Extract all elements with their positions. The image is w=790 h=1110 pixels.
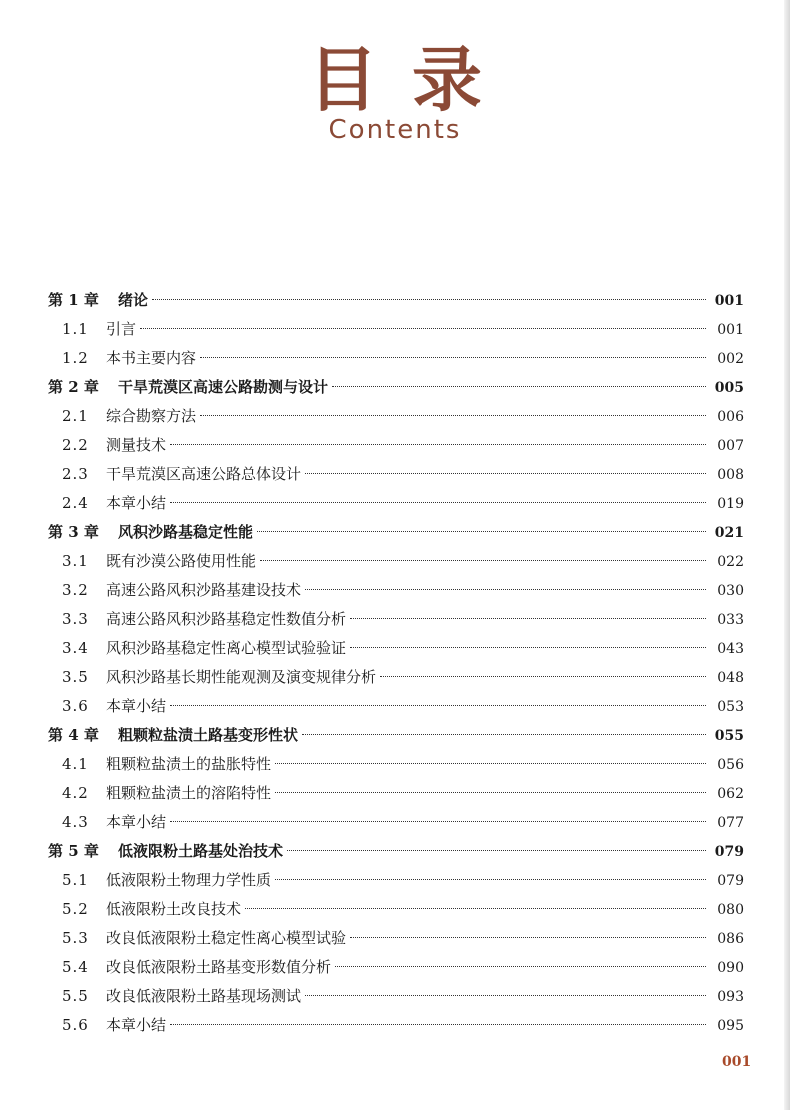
dot-leader — [170, 444, 706, 445]
page-number: 001 — [722, 1054, 752, 1070]
toc-section-entry[interactable] — [48, 779, 744, 808]
toc-entry-title: 本章小结 — [106, 697, 167, 715]
toc-entry-number: 2.4 — [62, 494, 89, 512]
dot-leader — [200, 357, 706, 358]
toc-entry-title: 高速公路风积沙路基建设技术 — [106, 581, 302, 599]
dot-leader — [350, 618, 706, 619]
toc-entry-page: 033 — [717, 612, 744, 628]
toc-entry-page: 086 — [717, 931, 744, 947]
toc-entry-number: 第 2 章 — [48, 378, 99, 396]
toc-entry-title: 本章小结 — [106, 494, 167, 512]
toc-entry-page: 055 — [714, 728, 744, 744]
toc-entry-page: 019 — [717, 496, 744, 512]
toc-entry-page: 079 — [717, 873, 744, 889]
toc-entry-number: 1.2 — [62, 349, 89, 367]
dot-leader — [335, 966, 706, 967]
toc-entry-title: 本书主要内容 — [106, 349, 197, 367]
toc-entry-number: 5.4 — [62, 958, 89, 976]
toc-entry-page: 080 — [717, 902, 744, 918]
toc-entry-title: 干旱荒漠区高速公路总体设计 — [106, 465, 302, 483]
toc-entry-page: 043 — [717, 641, 744, 657]
dot-leader — [260, 560, 706, 561]
dot-leader — [275, 879, 706, 880]
toc-section-entry[interactable] — [48, 431, 744, 460]
toc-chapter-entry[interactable] — [48, 518, 744, 547]
toc-entry-title: 绪论 — [118, 291, 149, 309]
toc-section-entry[interactable] — [48, 634, 744, 663]
toc-entry-page: 002 — [717, 351, 744, 367]
toc-section-entry[interactable] — [48, 953, 744, 982]
toc-entry-title: 干旱荒漠区高速公路勘测与设计 — [118, 378, 329, 396]
toc-entry-number: 第 1 章 — [48, 291, 99, 309]
toc-entry-title: 低液限粉土物理力学性质 — [106, 871, 272, 889]
toc-entry-title: 引言 — [106, 320, 137, 338]
toc-entry-number: 3.5 — [62, 668, 89, 686]
toc-entry-page: 001 — [714, 293, 744, 309]
dot-leader — [170, 705, 706, 706]
dot-leader — [170, 502, 706, 503]
toc-entry-number: 1.1 — [62, 320, 89, 338]
dot-leader — [305, 589, 706, 590]
toc-entry-number: 2.1 — [62, 407, 89, 425]
dot-leader — [152, 299, 706, 300]
toc-entry-page: 021 — [714, 525, 744, 541]
page-edge-shadow — [784, 0, 790, 1110]
toc-section-entry[interactable] — [48, 808, 744, 837]
toc-section-entry[interactable] — [48, 866, 744, 895]
toc-chapter-entry[interactable] — [48, 286, 744, 315]
toc-section-entry[interactable] — [48, 576, 744, 605]
dot-leader — [245, 908, 706, 909]
toc-entry-number: 第 5 章 — [48, 842, 99, 860]
toc-chapter-entry[interactable] — [48, 837, 744, 866]
toc-entry-title: 综合勘察方法 — [106, 407, 197, 425]
toc-entry-page: 079 — [714, 844, 744, 860]
toc-entry-page: 090 — [717, 960, 744, 976]
toc-entry-title: 高速公路风积沙路基稳定性数值分析 — [106, 610, 347, 628]
toc-entry-title: 本章小结 — [106, 1016, 167, 1034]
toc-entry-title: 改良低液限粉土路基变形数值分析 — [106, 958, 332, 976]
toc-entry-number: 4.3 — [62, 813, 89, 831]
toc-entry-number: 2.2 — [62, 436, 89, 454]
toc-section-entry[interactable] — [48, 750, 744, 779]
page-title-chinese: 目录 — [308, 38, 516, 121]
dot-leader — [287, 850, 706, 851]
toc-section-entry[interactable] — [48, 460, 744, 489]
toc-entry-number: 4.1 — [62, 755, 89, 773]
dot-leader — [350, 937, 706, 938]
toc-entry-page: 053 — [717, 699, 744, 715]
toc-entry-title: 本章小结 — [106, 813, 167, 831]
toc-entry-title: 风积沙路基稳定性能 — [118, 523, 254, 541]
toc-entry-number: 5.2 — [62, 900, 89, 918]
toc-section-entry[interactable] — [48, 315, 744, 344]
toc-section-entry[interactable] — [48, 1011, 744, 1040]
toc-entry-page: 048 — [717, 670, 744, 686]
toc-entry-number: 第 4 章 — [48, 726, 99, 744]
toc-section-entry[interactable] — [48, 547, 744, 576]
toc-entry-page: 062 — [717, 786, 744, 802]
toc-entry-number: 3.6 — [62, 697, 89, 715]
toc-entry-number: 4.2 — [62, 784, 89, 802]
toc-entry-number: 5.6 — [62, 1016, 89, 1034]
toc-entry-page: 006 — [717, 409, 744, 425]
toc-section-entry[interactable] — [48, 344, 744, 373]
toc-section-entry[interactable] — [48, 692, 744, 721]
toc-entry-title: 风积沙路基长期性能观测及演变规律分析 — [106, 668, 377, 686]
toc-section-entry[interactable] — [48, 663, 744, 692]
toc-entry-title: 改良低液限粉土路基现场测试 — [106, 987, 302, 1005]
toc-entry-number: 5.5 — [62, 987, 89, 1005]
toc-chapter-entry[interactable] — [48, 373, 744, 402]
dot-leader — [305, 995, 706, 996]
toc-entry-page: 001 — [717, 322, 744, 338]
toc-chapter-entry[interactable] — [48, 721, 744, 750]
toc-entry-number: 3.3 — [62, 610, 89, 628]
toc-entry-number: 5.3 — [62, 929, 89, 947]
dot-leader — [257, 531, 706, 532]
dot-leader — [170, 1024, 706, 1025]
table-of-contents — [48, 286, 744, 1040]
dot-leader — [332, 386, 706, 387]
toc-section-entry[interactable] — [48, 402, 744, 431]
toc-entry-number: 5.1 — [62, 871, 89, 889]
toc-entry-title: 低液限粉土改良技术 — [106, 900, 242, 918]
dot-leader — [275, 763, 706, 764]
toc-entry-title: 粗颗粒盐渍土的溶陷特性 — [106, 784, 272, 802]
toc-entry-page: 095 — [717, 1018, 744, 1034]
toc-entry-title: 低液限粉土路基处治技术 — [118, 842, 284, 860]
toc-section-entry[interactable] — [48, 895, 744, 924]
toc-entry-page: 077 — [717, 815, 744, 831]
dot-leader — [140, 328, 706, 329]
toc-entry-title: 既有沙漠公路使用性能 — [106, 552, 257, 570]
dot-leader — [170, 821, 706, 822]
toc-entry-number: 第 3 章 — [48, 523, 99, 541]
dot-leader — [350, 647, 706, 648]
toc-entry-page: 022 — [717, 554, 744, 570]
toc-section-entry[interactable] — [48, 924, 744, 953]
toc-entry-page: 005 — [714, 380, 744, 396]
toc-entry-title: 粗颗粒盐渍土的盐胀特性 — [106, 755, 272, 773]
dot-leader — [380, 676, 706, 677]
toc-section-entry[interactable] — [48, 489, 744, 518]
dot-leader — [305, 473, 706, 474]
toc-entry-page: 056 — [717, 757, 744, 773]
toc-entry-page: 008 — [717, 467, 744, 483]
toc-entry-title: 改良低液限粉土稳定性离心模型试验 — [106, 929, 347, 947]
dot-leader — [200, 415, 706, 416]
toc-section-entry[interactable] — [48, 605, 744, 634]
page-title-english: Contents — [328, 115, 462, 145]
toc-entry-title: 风积沙路基稳定性离心模型试验验证 — [106, 639, 347, 657]
toc-entry-page: 030 — [717, 583, 744, 599]
toc-entry-number: 2.3 — [62, 465, 89, 483]
toc-entry-number: 3.1 — [62, 552, 89, 570]
toc-entry-number: 3.2 — [62, 581, 89, 599]
toc-entry-title: 测量技术 — [106, 436, 167, 454]
toc-entry-title: 粗颗粒盐渍土路基变形性状 — [118, 726, 299, 744]
dot-leader — [302, 734, 706, 735]
toc-entry-page: 007 — [717, 438, 744, 454]
toc-entry-page: 093 — [717, 989, 744, 1005]
toc-section-entry[interactable] — [48, 982, 744, 1011]
toc-entry-number: 3.4 — [62, 639, 89, 657]
dot-leader — [275, 792, 706, 793]
